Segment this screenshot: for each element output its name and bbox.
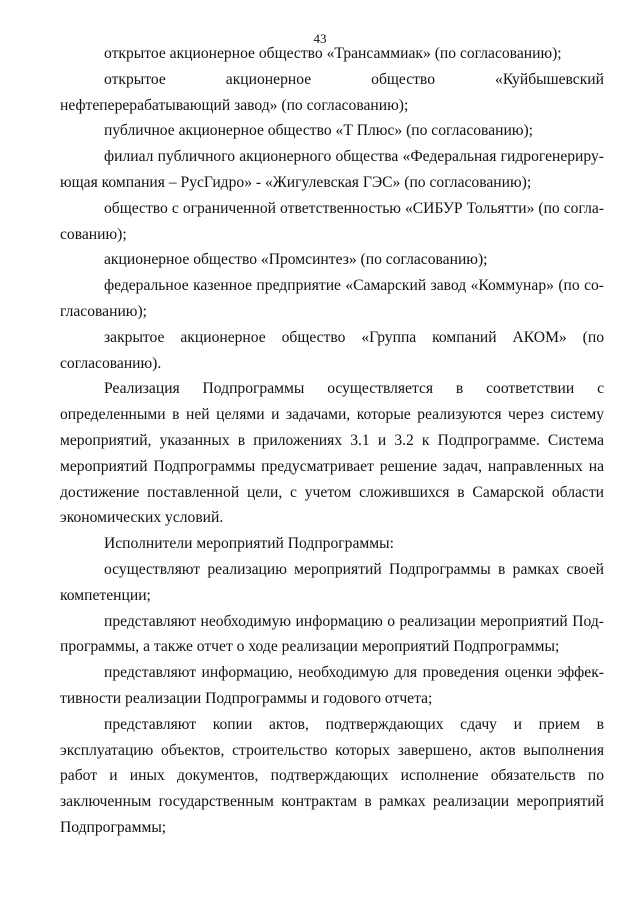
paragraph-executors-acts: представляют копии актов, подтверждающих сдачу и прием в эксплуатацию объектов, строительство которых завершено, актов выполнения работ и иных документов, подтверждающих исполнение обязательств по заключенным государственным контрактам в рамках реализации мероприятий Подпрограммы;	[60, 715, 604, 836]
paragraph-t-plus: публичное акционерное общество «Т Плюс» (по согласованию);	[104, 122, 533, 140]
paragraph-executors-competence: осуществляют реализацию мероприятий Подпрограммы в рамках своей компетенции;	[60, 560, 604, 604]
paragraph-executors-efficiency: представляют информацию, необходимую для проведения оценки эффективности реализации Подпрограммы и годового отчета;	[60, 664, 604, 707]
paragraph-kommunar: федеральное казенное предприятие «Самарский завод «Коммунар» (по согласованию);	[60, 277, 604, 320]
paragraph-transammiak: открытое акционерное общество «Трансаммиак» (по согласованию);	[104, 45, 562, 62]
document-body	[60, 41, 604, 841]
paragraph-akom: закрытое акционерное общество «Группа компаний АКОМ» (по согласованию).	[60, 328, 604, 372]
paragraph-promsintez: акционерное общество «Промсинтез» (по согласованию);	[104, 251, 488, 269]
paragraph-implementation: Реализация Подпрограммы осуществляется в соответствии с определенными в ней целями и задачами, которые реализуются через систему мероприятий, указанных в приложениях 3.1 и 3.2 к Подпрограмме. Система мероприятий Подпрограммы предусматривает решение задач, направленных на достижение поставленной цели, с учетом сложившихся в Самарской области экономических условий.	[60, 380, 604, 527]
paragraph-sibur-tolyatti: общество с ограниченной ответственностью «СИБУР Тольятти» (по согласованию);	[60, 199, 604, 243]
page-number: 43	[313, 31, 327, 46]
paragraph-kuibyshev-refinery: открытое акционерное общество «Куйбышевский нефтеперерабатывающий завод» (по согласованию);	[60, 70, 604, 114]
paragraph-executors-heading: Исполнители мероприятий Подпрограммы:	[104, 535, 394, 553]
paragraph-rushydro: филиал публичного акционерного общества «Федеральная гидрогенерирующая компания – РусГидро» - «Жигулевская ГЭС» (по согласованию);	[60, 148, 604, 191]
paragraph-executors-information: представляют необходимую информацию о реализации мероприятий Подпрограммы, а также отчет о ходе реализации мероприятий Подпрограммы;	[60, 612, 604, 656]
